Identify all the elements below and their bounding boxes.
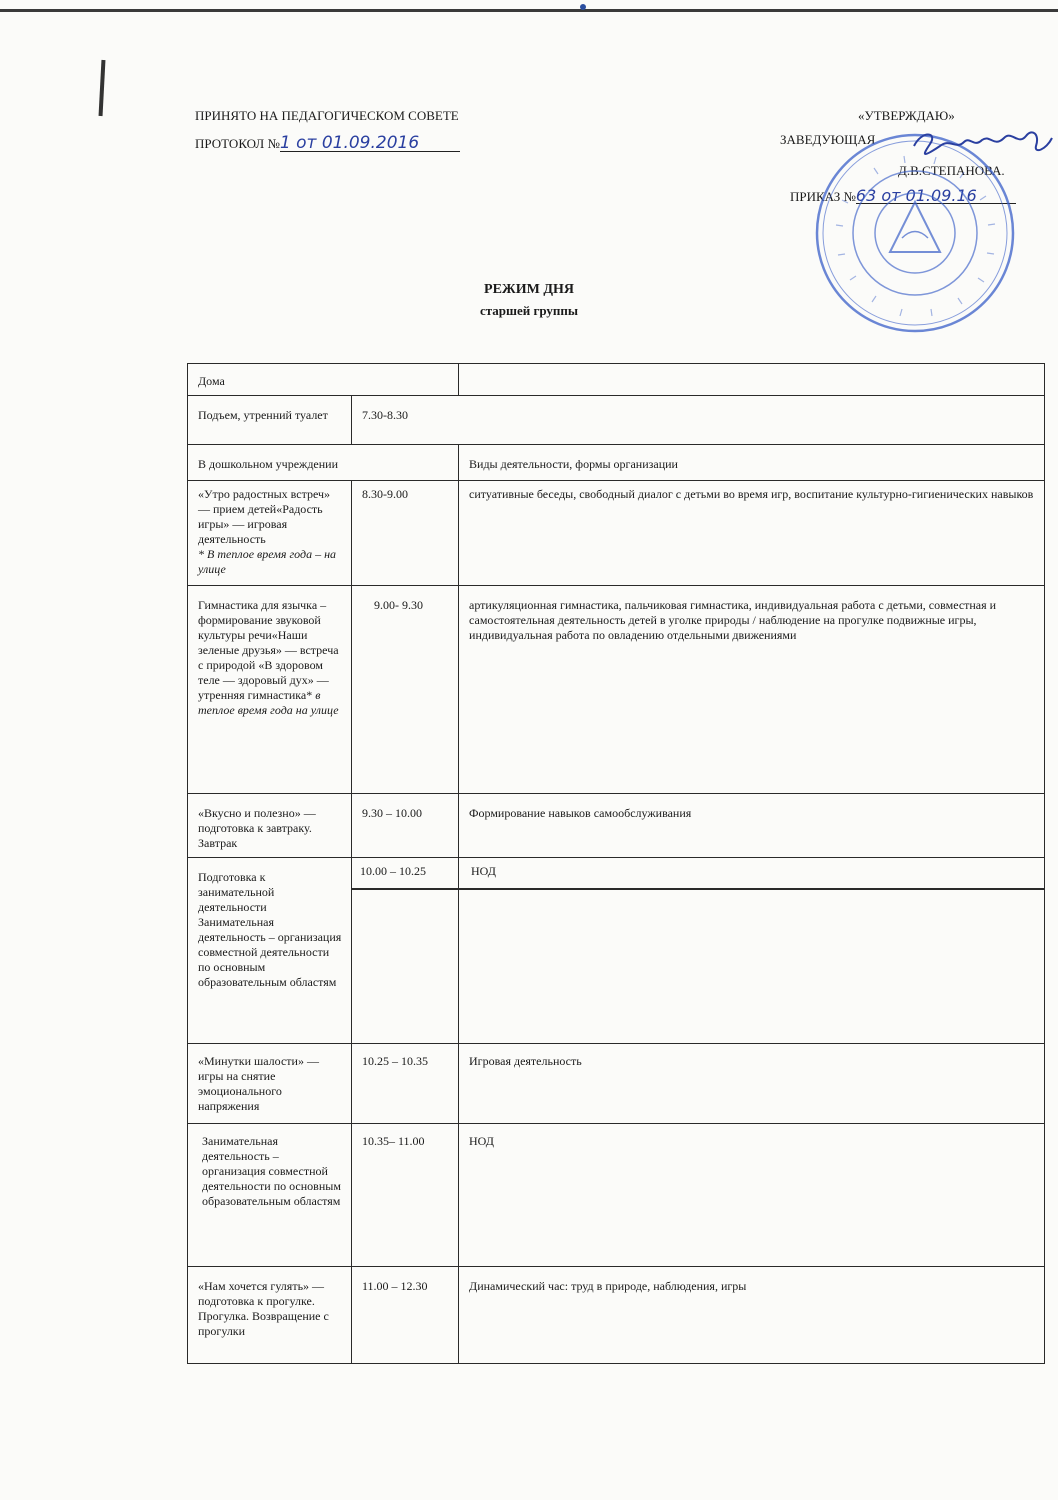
home-label: Дома bbox=[188, 364, 459, 396]
activity-cell: «Вкусно и полезно» — подготовка к завтраку. Завтрак bbox=[188, 794, 352, 858]
time-cell bbox=[352, 858, 459, 1044]
table-row bbox=[188, 481, 1045, 586]
approve-label: «УТВЕРЖДАЮ» bbox=[858, 108, 955, 123]
activity-text: Гимнастика для язычка – формирование звуковой культуры речи«Наши зеленые друзья» — встреча с природой «В здоровом теле — здоровый дух» — утренняя гимнастика* bbox=[198, 598, 339, 702]
table-row bbox=[188, 1044, 1045, 1124]
head-name: Д.В.СТЕПАНОВА. bbox=[898, 163, 1005, 178]
forms-value: НОД bbox=[459, 858, 1044, 890]
schedule-table bbox=[187, 363, 1045, 1364]
table-row bbox=[188, 364, 1045, 396]
margin-mark bbox=[99, 60, 106, 116]
table-row bbox=[188, 858, 1045, 1044]
activity-cell: «Минутки шалости» — игры на снятие эмоционального напряжения bbox=[188, 1044, 352, 1124]
activity-cell: «Нам хочется гулять» — подготовка к прогулке. Прогулка. Возвращение с прогулки bbox=[188, 1267, 352, 1364]
activity-cell: Подготовка к занимательной деятельности Занимательная деятельность – организация совместной деятельности по основным образовательным областям bbox=[188, 858, 352, 1044]
time-cell: 9.00- 9.30 bbox=[352, 586, 459, 794]
head-label: ЗАВЕДУЮЩАЯ bbox=[780, 132, 876, 147]
time-cell: 10.25 – 10.35 bbox=[352, 1044, 459, 1124]
activity-cell: Подъем, утренний туалет bbox=[188, 396, 352, 445]
time-cell: 7.30-8.30 bbox=[352, 396, 1045, 445]
activity-note: в теплое время года на улице bbox=[198, 688, 339, 717]
scan-edge bbox=[0, 9, 1058, 12]
forms-cell: ситуативные беседы, свободный диалог с детьми во время игр, воспитание культурно-гигиенических навыков bbox=[459, 481, 1045, 586]
protocol-line bbox=[195, 133, 460, 153]
activity-cell: Занимательная деятельность – организация совместной деятельности по основным образовательным областям bbox=[188, 1124, 352, 1267]
page-subtitle: старшей группы bbox=[479, 303, 579, 318]
accepted-label: ПРИНЯТО НА ПЕДАГОГИЧЕСКОМ СОВЕТЕ bbox=[195, 108, 459, 123]
protocol-value: 1 от 01.09.2016 bbox=[280, 136, 460, 152]
table-row bbox=[188, 396, 1045, 445]
forms-cell: Игровая деятельность bbox=[459, 1044, 1045, 1124]
table-row bbox=[188, 794, 1045, 858]
section-forms-header: Виды деятельности, формы организации bbox=[459, 445, 1045, 481]
forms-cell: НОД bbox=[459, 1124, 1045, 1267]
section-label: В дошкольном учреждении bbox=[188, 445, 459, 481]
forms-cell: Динамический час: труд в природе, наблюдения, игры bbox=[459, 1267, 1045, 1364]
page-title: РЕЖИМ ДНЯ bbox=[484, 282, 574, 297]
signature bbox=[908, 124, 1058, 164]
protocol-label: ПРОТОКОЛ № bbox=[195, 136, 280, 151]
order-value: 63 от 01.09.16 bbox=[856, 188, 1016, 204]
time-value: 10.00 – 10.25 bbox=[352, 858, 458, 890]
forms-cell bbox=[459, 858, 1045, 1044]
activity-text: «Утро радостных встреч» — прием детей«Радость игры» — игровая деятельность bbox=[198, 487, 331, 546]
table-row bbox=[188, 586, 1045, 794]
time-cell: 10.35– 11.00 bbox=[352, 1124, 459, 1267]
home-empty-cell bbox=[459, 364, 1045, 396]
table-row bbox=[188, 445, 1045, 481]
table-row bbox=[188, 1267, 1045, 1364]
activity-cell bbox=[188, 586, 352, 794]
table-row bbox=[188, 1124, 1045, 1267]
order-label: ПРИКАЗ № bbox=[790, 189, 856, 204]
scan-mark bbox=[580, 4, 586, 10]
time-cell: 9.30 – 10.00 bbox=[352, 794, 459, 858]
forms-cell: Формирование навыков самообслуживания bbox=[459, 794, 1045, 858]
time-cell: 11.00 – 12.30 bbox=[352, 1267, 459, 1364]
activity-note: * В теплое время года – на улице bbox=[198, 547, 337, 576]
activity-cell bbox=[188, 481, 352, 586]
forms-cell: артикуляционная гимнастика, пальчиковая гимнастика, индивидуальная работа с детьми, совместная и самостоятельная деятельность детей в уголке природы / наблюдение на прогулке подвижные игры, индивидуальная работа по овладению отдельными движениями bbox=[459, 586, 1045, 794]
time-cell: 8.30-9.00 bbox=[352, 481, 459, 586]
